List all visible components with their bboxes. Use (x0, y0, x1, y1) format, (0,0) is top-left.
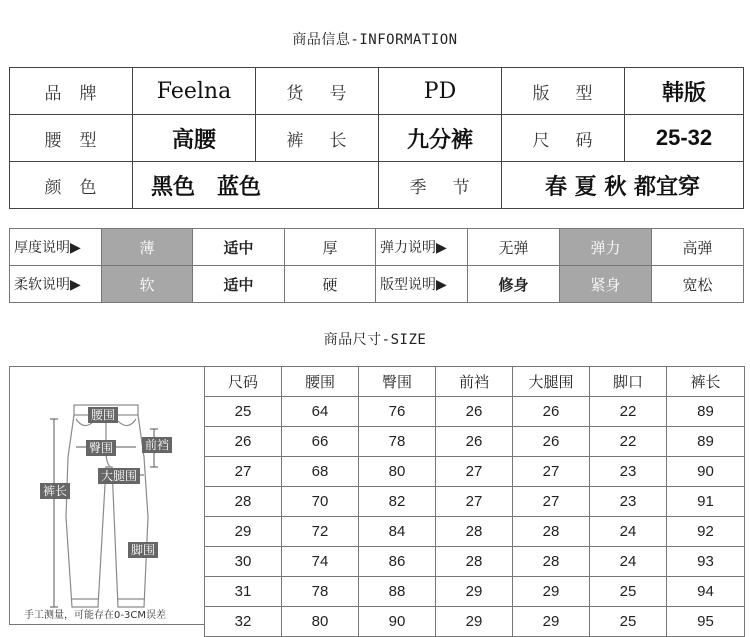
table-row (205, 457, 745, 487)
table-cell: 29 (436, 577, 513, 607)
table-cell: 94 (667, 577, 745, 607)
softness-row (10, 266, 744, 303)
table-cell: 80 (282, 607, 359, 637)
header-length: 裤长 (667, 367, 745, 397)
size-title: 商品尺寸-SIZE (323, 332, 427, 348)
thickness-row (10, 229, 744, 266)
table-cell: 28 (205, 487, 282, 517)
table-row (205, 607, 745, 637)
elasticity-label: 弹力说明▶ (376, 229, 468, 266)
size-table (204, 366, 745, 637)
size-range-value: 25-32 (625, 115, 744, 162)
color-label: 颜色 (10, 162, 133, 209)
table-cell: 32 (205, 607, 282, 637)
season-label: 季节 (379, 162, 502, 209)
brand-label: 品牌 (10, 68, 133, 115)
table-cell: 93 (667, 547, 745, 577)
table-cell: 27 (436, 487, 513, 517)
item-number-value: PD (379, 68, 502, 115)
table-cell: 78 (359, 427, 436, 457)
table-cell: 29 (436, 607, 513, 637)
table-cell: 30 (205, 547, 282, 577)
table-cell: 74 (282, 547, 359, 577)
thigh-tag: 大腿围 (98, 468, 140, 484)
table-cell: 25 (205, 397, 282, 427)
measurement-note: 手工测量，可能存在0-3CM误差 (24, 610, 166, 621)
header-rise: 前裆 (436, 367, 513, 397)
table-row (205, 487, 745, 517)
table-cell: 25 (590, 577, 667, 607)
table-row (205, 517, 745, 547)
table-cell: 95 (667, 607, 745, 637)
table-cell: 26 (513, 397, 590, 427)
size-table-header (205, 367, 745, 397)
table-cell: 90 (667, 457, 745, 487)
table-cell: 68 (282, 457, 359, 487)
fit-style-loose: 宽松 (652, 266, 744, 303)
header-hem: 脚口 (590, 367, 667, 397)
table-row (205, 547, 745, 577)
table-cell: 22 (590, 397, 667, 427)
thickness-label: 厚度说明▶ (10, 229, 102, 266)
length-tag: 裤长 (40, 483, 70, 499)
fit-label: 版型 (502, 68, 625, 115)
table-cell: 28 (436, 547, 513, 577)
softness-medium: 适中 (193, 266, 285, 303)
measurement-diagram-box (9, 366, 204, 625)
header-hip: 臀围 (359, 367, 436, 397)
table-cell: 28 (513, 547, 590, 577)
table-cell: 29 (513, 577, 590, 607)
thickness-thick: 厚 (285, 229, 376, 266)
property-table (9, 228, 744, 303)
table-row (205, 577, 745, 607)
table-cell: 92 (667, 517, 745, 547)
table-cell: 80 (359, 457, 436, 487)
table-cell: 27 (513, 457, 590, 487)
info-row (10, 162, 744, 209)
table-cell: 88 (359, 577, 436, 607)
size-range-label: 尺码 (502, 115, 625, 162)
table-cell: 86 (359, 547, 436, 577)
pants-length-value: 九分裤 (379, 115, 502, 162)
table-cell: 82 (359, 487, 436, 517)
info-row (10, 68, 744, 115)
table-cell: 89 (667, 397, 745, 427)
header-waist: 腰围 (282, 367, 359, 397)
hip-tag: 臀围 (86, 440, 116, 456)
table-cell: 64 (282, 397, 359, 427)
table-cell: 84 (359, 517, 436, 547)
table-cell: 26 (436, 427, 513, 457)
table-cell: 66 (282, 427, 359, 457)
table-cell: 23 (590, 487, 667, 517)
brand-value: Feelna (133, 68, 256, 115)
table-cell: 24 (590, 547, 667, 577)
season-value: 春 夏 秋 都宜穿 (502, 162, 744, 209)
hem-tag: 脚围 (128, 542, 158, 558)
thickness-medium: 适中 (193, 229, 285, 266)
table-cell: 24 (590, 517, 667, 547)
table-cell: 25 (590, 607, 667, 637)
table-row (205, 427, 745, 457)
pants-length-label: 裤长 (256, 115, 379, 162)
table-cell: 91 (667, 487, 745, 517)
waist-type-value: 高腰 (133, 115, 256, 162)
fit-value: 韩版 (625, 68, 744, 115)
waist-tag: 腰围 (88, 407, 118, 423)
softness-soft-selected: 软 (102, 266, 193, 303)
table-cell: 76 (359, 397, 436, 427)
table-cell: 28 (436, 517, 513, 547)
table-cell: 26 (436, 397, 513, 427)
table-cell: 22 (590, 427, 667, 457)
table-cell: 27 (205, 457, 282, 487)
table-cell: 90 (359, 607, 436, 637)
elasticity-none: 无弹 (468, 229, 560, 266)
header-thigh: 大腿围 (513, 367, 590, 397)
information-table (9, 67, 744, 209)
table-cell: 26 (205, 427, 282, 457)
table-cell: 23 (590, 457, 667, 487)
table-cell: 28 (513, 517, 590, 547)
header-size: 尺码 (205, 367, 282, 397)
table-cell: 89 (667, 427, 745, 457)
table-cell: 27 (436, 457, 513, 487)
fit-style-tight-selected: 紧身 (560, 266, 652, 303)
info-row (10, 115, 744, 162)
table-cell: 29 (205, 517, 282, 547)
information-title: 商品信息-INFORMATION (292, 32, 458, 48)
waist-type-label: 腰型 (10, 115, 133, 162)
elasticity-stretch-selected: 弹力 (560, 229, 652, 266)
fit-style-slim: 修身 (468, 266, 560, 303)
table-cell: 70 (282, 487, 359, 517)
thickness-thin-selected: 薄 (102, 229, 193, 266)
softness-hard: 硬 (285, 266, 376, 303)
color-value: 黑色 蓝色 (133, 162, 379, 209)
table-row (205, 397, 745, 427)
table-cell: 31 (205, 577, 282, 607)
elasticity-high: 高弹 (652, 229, 744, 266)
table-cell: 78 (282, 577, 359, 607)
table-cell: 26 (513, 427, 590, 457)
fit-style-label: 版型说明▶ (376, 266, 468, 303)
rise-tag: 前裆 (142, 437, 172, 453)
table-cell: 27 (513, 487, 590, 517)
table-cell: 72 (282, 517, 359, 547)
softness-label: 柔软说明▶ (10, 266, 102, 303)
table-cell: 29 (513, 607, 590, 637)
item-number-label: 货号 (256, 68, 379, 115)
